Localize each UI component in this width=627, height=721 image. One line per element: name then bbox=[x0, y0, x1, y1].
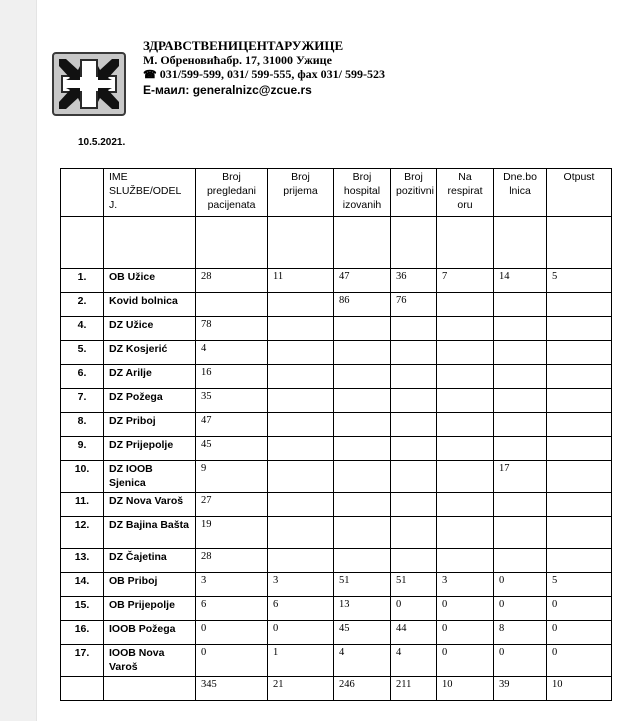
value-cell: 0 bbox=[547, 597, 612, 621]
row-number: 8. bbox=[61, 413, 104, 437]
service-name: OB Užice bbox=[104, 269, 196, 293]
header-cell: Broj hospital izovanih bbox=[334, 169, 391, 217]
institution-email: Е-маил: generalnizc@zcue.rs bbox=[143, 83, 312, 97]
value-cell bbox=[437, 517, 494, 549]
value-cell bbox=[437, 365, 494, 389]
patient-statistics-table bbox=[60, 168, 612, 701]
empty-spacer-row bbox=[61, 217, 612, 269]
service-name: OB Priboj bbox=[104, 573, 196, 597]
table-row bbox=[61, 317, 612, 341]
service-name: DZ Čajetina bbox=[104, 549, 196, 573]
value-cell: 0 bbox=[268, 621, 334, 645]
row-number: 13. bbox=[61, 549, 104, 573]
value-cell bbox=[268, 437, 334, 461]
value-cell: 3 bbox=[437, 573, 494, 597]
header-cell: Broj prijema bbox=[268, 169, 334, 217]
report-date: 10.5.2021. bbox=[78, 137, 126, 148]
service-name: DZ Bajina Bašta bbox=[104, 517, 196, 549]
table-row bbox=[61, 645, 612, 677]
value-cell: 11 bbox=[268, 269, 334, 293]
value-cell bbox=[494, 493, 547, 517]
value-cell bbox=[391, 461, 437, 493]
service-name: DZ Nova Varoš bbox=[104, 493, 196, 517]
row-number: 6. bbox=[61, 365, 104, 389]
total-cell: 211 bbox=[391, 677, 437, 701]
value-cell bbox=[494, 517, 547, 549]
row-number: 17. bbox=[61, 645, 104, 677]
row-number: 16. bbox=[61, 621, 104, 645]
value-cell bbox=[391, 437, 437, 461]
header-cell: Na respirat oru bbox=[437, 169, 494, 217]
service-name: DZ Požega bbox=[104, 389, 196, 413]
value-cell bbox=[334, 341, 391, 365]
row-number: 4. bbox=[61, 317, 104, 341]
value-cell bbox=[391, 413, 437, 437]
value-cell: 45 bbox=[196, 437, 268, 461]
value-cell: 0 bbox=[196, 645, 268, 677]
header-cell: Otpust bbox=[547, 169, 612, 217]
service-name: DZ IOOB Sjenica bbox=[104, 461, 196, 493]
value-cell: 51 bbox=[334, 573, 391, 597]
value-cell bbox=[437, 549, 494, 573]
service-name: OB Prijepolje bbox=[104, 597, 196, 621]
value-cell: 7 bbox=[437, 269, 494, 293]
table-row bbox=[61, 549, 612, 573]
value-cell bbox=[334, 493, 391, 517]
value-cell: 0 bbox=[494, 645, 547, 677]
value-cell: 0 bbox=[547, 621, 612, 645]
row-number: 9. bbox=[61, 437, 104, 461]
value-cell: 35 bbox=[196, 389, 268, 413]
row-number: 2. bbox=[61, 293, 104, 317]
header-cell: Broj pregledani pacijenata bbox=[196, 169, 268, 217]
value-cell bbox=[391, 517, 437, 549]
value-cell bbox=[196, 293, 268, 317]
empty-cell bbox=[104, 677, 196, 701]
value-cell: 13 bbox=[334, 597, 391, 621]
service-name: DZ Kosjerić bbox=[104, 341, 196, 365]
table-row bbox=[61, 597, 612, 621]
total-cell: 10 bbox=[437, 677, 494, 701]
telephone-icon: ☎ bbox=[143, 69, 157, 81]
value-cell bbox=[494, 413, 547, 437]
value-cell bbox=[547, 389, 612, 413]
value-cell: 0 bbox=[494, 573, 547, 597]
value-cell bbox=[494, 317, 547, 341]
table-row bbox=[61, 461, 612, 493]
value-cell bbox=[547, 549, 612, 573]
value-cell: 5 bbox=[547, 269, 612, 293]
value-cell: 17 bbox=[494, 461, 547, 493]
table-row bbox=[61, 621, 612, 645]
value-cell bbox=[494, 389, 547, 413]
row-number: 11. bbox=[61, 493, 104, 517]
value-cell: 4 bbox=[391, 645, 437, 677]
value-cell bbox=[334, 413, 391, 437]
value-cell: 3 bbox=[196, 573, 268, 597]
value-cell: 6 bbox=[268, 597, 334, 621]
header-cell: Broj pozitivni bbox=[391, 169, 437, 217]
value-cell: 0 bbox=[437, 621, 494, 645]
row-number: 14. bbox=[61, 573, 104, 597]
value-cell bbox=[494, 341, 547, 365]
value-cell: 0 bbox=[494, 597, 547, 621]
value-cell: 0 bbox=[437, 597, 494, 621]
header-cell bbox=[61, 169, 104, 217]
header-cell: IME SLUŽBE/ODEL J. bbox=[104, 169, 196, 217]
value-cell: 0 bbox=[547, 645, 612, 677]
value-cell: 19 bbox=[196, 517, 268, 549]
value-cell: 27 bbox=[196, 493, 268, 517]
value-cell: 44 bbox=[391, 621, 437, 645]
value-cell bbox=[437, 341, 494, 365]
row-number: 12. bbox=[61, 517, 104, 549]
value-cell bbox=[391, 341, 437, 365]
value-cell: 0 bbox=[196, 621, 268, 645]
row-number: 1. bbox=[61, 269, 104, 293]
value-cell bbox=[547, 317, 612, 341]
value-cell: 8 bbox=[494, 621, 547, 645]
value-cell bbox=[334, 549, 391, 573]
total-cell: 345 bbox=[196, 677, 268, 701]
service-name: DZ Priboj bbox=[104, 413, 196, 437]
letterhead bbox=[143, 38, 385, 98]
value-cell bbox=[391, 389, 437, 413]
value-cell: 4 bbox=[196, 341, 268, 365]
value-cell: 78 bbox=[196, 317, 268, 341]
table-row bbox=[61, 437, 612, 461]
table-row bbox=[61, 389, 612, 413]
total-cell: 246 bbox=[334, 677, 391, 701]
value-cell: 5 bbox=[547, 573, 612, 597]
value-cell bbox=[437, 461, 494, 493]
value-cell bbox=[494, 365, 547, 389]
value-cell bbox=[437, 413, 494, 437]
value-cell bbox=[437, 317, 494, 341]
value-cell bbox=[334, 317, 391, 341]
service-name: DZ Arilje bbox=[104, 365, 196, 389]
value-cell bbox=[334, 389, 391, 413]
value-cell: 86 bbox=[334, 293, 391, 317]
service-name: DZ Užice bbox=[104, 317, 196, 341]
window-left-margin bbox=[0, 0, 37, 721]
value-cell bbox=[268, 549, 334, 573]
service-name: DZ Prijepolje bbox=[104, 437, 196, 461]
value-cell: 1 bbox=[268, 645, 334, 677]
value-cell: 45 bbox=[334, 621, 391, 645]
value-cell: 28 bbox=[196, 549, 268, 573]
cross-arrows-icon bbox=[54, 54, 124, 114]
value-cell bbox=[268, 493, 334, 517]
table-row bbox=[61, 341, 612, 365]
value-cell bbox=[334, 437, 391, 461]
value-cell bbox=[437, 437, 494, 461]
value-cell bbox=[268, 517, 334, 549]
table-header-row bbox=[61, 169, 612, 217]
value-cell: 0 bbox=[391, 597, 437, 621]
value-cell bbox=[437, 293, 494, 317]
value-cell: 36 bbox=[391, 269, 437, 293]
value-cell bbox=[268, 341, 334, 365]
value-cell bbox=[437, 389, 494, 413]
health-center-logo bbox=[52, 52, 126, 116]
table-row bbox=[61, 573, 612, 597]
value-cell bbox=[334, 461, 391, 493]
value-cell bbox=[268, 461, 334, 493]
value-cell: 16 bbox=[196, 365, 268, 389]
row-number: 15. bbox=[61, 597, 104, 621]
total-cell: 39 bbox=[494, 677, 547, 701]
value-cell: 4 bbox=[334, 645, 391, 677]
header-cell: Dne.bo lnica bbox=[494, 169, 547, 217]
value-cell bbox=[547, 341, 612, 365]
row-number: 7. bbox=[61, 389, 104, 413]
row-number: 10. bbox=[61, 461, 104, 493]
value-cell bbox=[268, 413, 334, 437]
value-cell bbox=[391, 365, 437, 389]
value-cell: 6 bbox=[196, 597, 268, 621]
value-cell: 3 bbox=[268, 573, 334, 597]
value-cell bbox=[547, 493, 612, 517]
total-cell: 10 bbox=[547, 677, 612, 701]
value-cell bbox=[494, 549, 547, 573]
value-cell bbox=[391, 493, 437, 517]
value-cell bbox=[547, 365, 612, 389]
institution-phone bbox=[143, 67, 385, 81]
value-cell: 47 bbox=[196, 413, 268, 437]
value-cell: 28 bbox=[196, 269, 268, 293]
value-cell: 51 bbox=[391, 573, 437, 597]
value-cell bbox=[494, 437, 547, 461]
institution-name: ЗДРАВСТВЕНИЦЕНТАРУЖИЦЕ bbox=[143, 38, 344, 53]
value-cell: 9 bbox=[196, 461, 268, 493]
table-row bbox=[61, 293, 612, 317]
value-cell bbox=[391, 317, 437, 341]
row-number: 5. bbox=[61, 341, 104, 365]
value-cell bbox=[547, 461, 612, 493]
value-cell bbox=[547, 293, 612, 317]
total-cell: 21 bbox=[268, 677, 334, 701]
value-cell: 47 bbox=[334, 269, 391, 293]
institution-address: М. Обреновићабр. 17, 31000 Ужице bbox=[143, 53, 332, 67]
value-cell bbox=[268, 389, 334, 413]
value-cell bbox=[547, 437, 612, 461]
value-cell bbox=[547, 517, 612, 549]
totals-row bbox=[61, 677, 612, 701]
value-cell: 14 bbox=[494, 269, 547, 293]
table-row bbox=[61, 517, 612, 549]
value-cell: 0 bbox=[437, 645, 494, 677]
value-cell bbox=[334, 517, 391, 549]
value-cell bbox=[391, 549, 437, 573]
table-row bbox=[61, 269, 612, 293]
table-row bbox=[61, 413, 612, 437]
service-name: IOOB Požega bbox=[104, 621, 196, 645]
table-row bbox=[61, 493, 612, 517]
service-name: IOOB Nova Varoš bbox=[104, 645, 196, 677]
table-row bbox=[61, 365, 612, 389]
value-cell: 76 bbox=[391, 293, 437, 317]
service-name: Kovid bolnica bbox=[104, 293, 196, 317]
value-cell bbox=[268, 317, 334, 341]
value-cell bbox=[334, 365, 391, 389]
empty-cell bbox=[61, 677, 104, 701]
value-cell bbox=[547, 413, 612, 437]
value-cell bbox=[437, 493, 494, 517]
value-cell bbox=[268, 365, 334, 389]
value-cell bbox=[494, 293, 547, 317]
value-cell bbox=[268, 293, 334, 317]
phone-numbers: 031/599-599, 031/ 599-555, фах 031/ 599-523 bbox=[159, 67, 385, 81]
